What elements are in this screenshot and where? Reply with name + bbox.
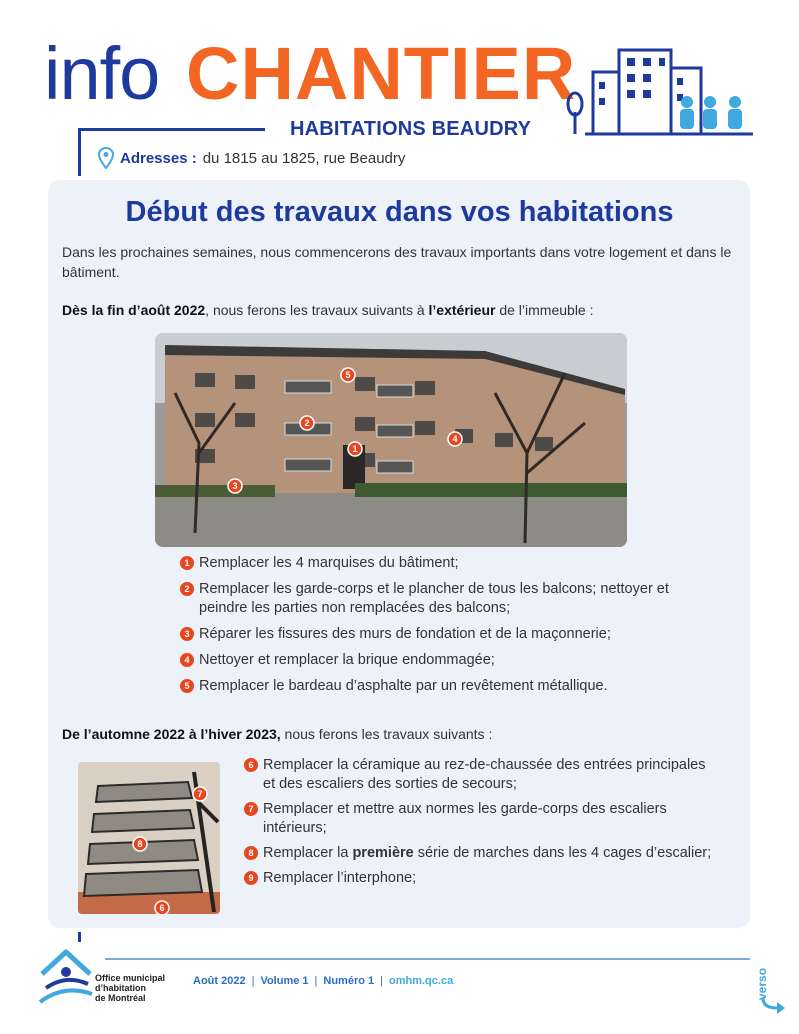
lead1-date: Dès la fin d’août 2022 [62,302,206,318]
masthead-info: info [44,32,160,115]
lead2-text: nous ferons les travaux suivants : [280,726,493,742]
list-item-text: Nettoyer et remplacer la brique endommagée; [199,652,495,668]
number-badge: 9 [244,871,258,885]
org-name-line: d’habitation [95,983,146,993]
lead1-location: l’extérieur [428,302,496,318]
list-item [180,651,720,670]
list-item-text: Remplacer le bardeau d’asphalte par un revêtement métallique. [199,678,608,694]
list-item-text-before: Remplacer la [263,845,353,861]
list-item [244,869,714,888]
intro-paragraph: Dans les prochaines semaines, nous commencerons des travaux importants dans votre logement et dans le bâtiment. [62,244,732,280]
website-link[interactable]: omhm.qc.ca [389,975,454,987]
list-item-text [263,844,711,863]
org-name-line: Office municipal [95,973,166,983]
lead1-text2: de l’immeuble : [495,302,594,318]
main-title: Début des travaux dans vos habitations [125,196,674,228]
address-row [98,144,405,172]
number-badge: 4 [180,653,194,667]
lead1-text1: , nous ferons les travaux suivants à [205,302,429,318]
svg-text:7: 7 [197,789,203,799]
skyline-illustration [565,42,755,138]
list-item [244,800,714,838]
address-value: du 1815 au 1825, rue Beaudry [202,149,406,167]
header-rule [80,128,265,131]
footer-rule [105,958,750,960]
svg-text:4: 4 [452,434,458,444]
svg-text:6: 6 [159,903,165,913]
omhm-logo [36,944,96,1008]
issue-volume: Volume 1 [260,975,309,987]
number-badge: 8 [244,846,258,860]
list-item [244,756,714,794]
lead2-period: De l’automne 2022 à l’hiver 2023, [62,726,281,742]
list-item-text: Réparer les fissures des murs de fondation et de la maçonnerie; [199,626,611,642]
number-badge: 6 [244,758,258,772]
org-name [95,973,185,1003]
svg-text:3: 3 [232,481,238,491]
issue-number: Numéro 1 [323,975,375,987]
list-item [180,677,720,696]
masthead-chantier: CHANTIER [186,32,577,115]
org-name-line: de Montréal [95,993,146,1003]
list-item-bold: première [352,845,414,861]
number-badge: 1 [180,556,194,570]
exterior-works-list [180,554,720,703]
svg-text:1: 1 [352,444,358,454]
number-badge: 7 [244,802,258,816]
list-item [180,580,720,618]
number-badge: 2 [180,582,194,596]
separator: | [314,975,318,987]
number-badge: 3 [180,627,194,641]
list-item-text: Remplacer l’interphone; [263,870,417,886]
location-pin-icon [98,147,114,169]
svg-text:8: 8 [137,839,143,849]
list-item [180,625,720,644]
number-badge: 5 [180,679,194,693]
svg-text:2: 2 [304,418,310,428]
footer-stub [78,932,81,942]
address-label: Adresses : [120,149,197,167]
exterior-works-lead [62,302,594,318]
issue-date: Août 2022 [193,975,246,987]
stairs-photo [78,762,220,914]
separator: | [251,975,255,987]
project-name: HABITATIONS BEAUDRY [290,118,532,140]
building-photo [155,333,627,547]
header-vertical-bar [78,128,81,176]
list-item-text: Remplacer la céramique au rez-de-chaussée des entrées principales et des escaliers des sorties de secours; [263,757,706,792]
list-item-text: Remplacer les garde-corps et le plancher de tous les balcons; nettoyer et peindre les parties non remplacées des balcons; [199,581,669,616]
list-item [244,844,714,863]
separator: | [380,975,383,987]
interior-works-list [244,756,714,894]
masthead [44,34,604,114]
interior-works-lead [62,726,492,742]
list-item [180,554,720,573]
list-item-text: Remplacer et mettre aux normes les garde-corps des escaliers intérieurs; [263,801,667,836]
footer-meta [193,975,453,987]
verso-label[interactable]: verso [755,967,769,1000]
list-item-text: Remplacer les 4 marquises du bâtiment; [199,555,459,571]
list-item-text-after: série de marches dans les 4 cages d’escalier; [413,845,712,861]
svg-text:5: 5 [345,370,351,380]
